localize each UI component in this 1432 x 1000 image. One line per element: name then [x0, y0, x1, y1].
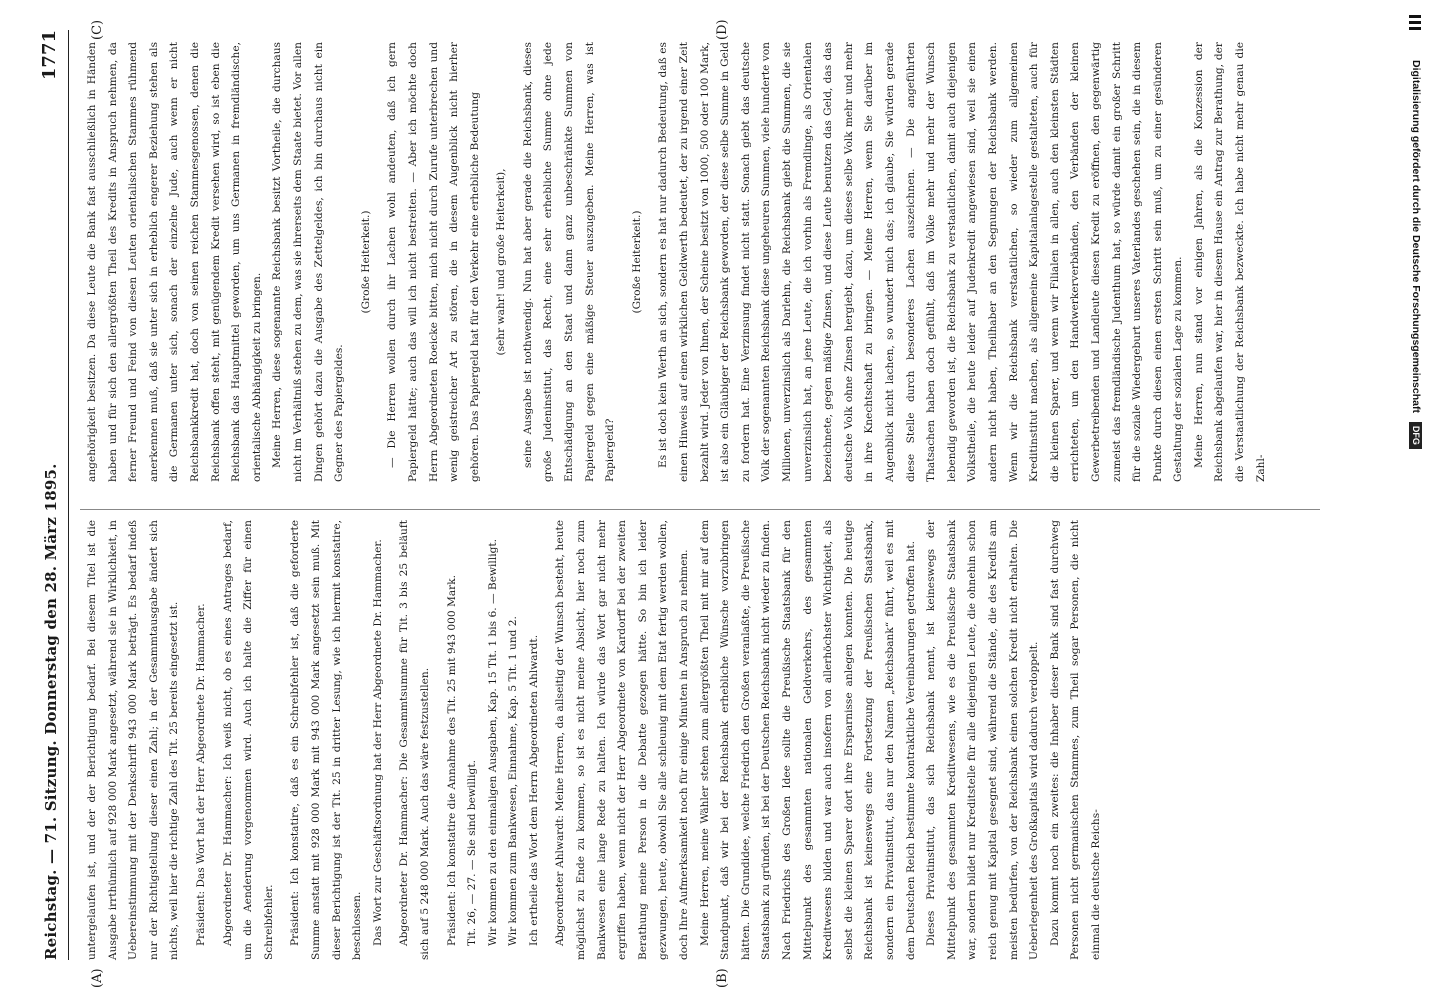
margin-letter-d: (D)	[715, 19, 730, 40]
paragraph: Präsident: Das Wort hat der Herr Abgeordnete Dr. Hammacher.	[194, 603, 207, 946]
paragraph: angehörigkeit besitzen. Da diese Leute die Bank fast ausschließlich in Händen haben und für sich den allergrößten Theil des Kredits in Anspruch nehmen, da ferner Freund und Feind von diesen Leuten orientalischen Stammes rühmend anerkennen muß, daß sie unter sich in erheblich engerer Beziehung stehen als die Germanen unter sich, sonach der einzelne Jude, auch wenn er nicht Reichsbankkredit hat, doch von seinen reichen Stammesgenossen, denen die Reichsbank offen steht, mit genügendem Kredit versehen wird, so ist eben die Reichsbank das Hauptmittel geworden, um uns Germanen in fremdländische, orientalische Abhängigkeit zu bringen.	[86, 42, 263, 482]
paragraph: Das Wort zur Geschäftsordnung hat der Herr Abgeordnete Dr. Hammacher.	[371, 539, 384, 946]
paragraph: Dazu kommt noch ein zweites: die Inhaber dieser Bank sind fast durchweg Personen nicht germanischen Stammes, zum Theil sogar Personen, die nicht einmal die deutsche Reichs-	[1048, 520, 1102, 960]
paragraph: Abgeordneter Dr. Hammacher: Ich weiß nicht, ob es eines Antrages bedarf, um die Aenderung vorgenommen wird. Auch ich halte die Ziffer für einen Schreibfehler.	[221, 520, 275, 960]
margin-letter-b: (B)	[715, 968, 730, 988]
paragraph: Dieses Privatinstitut, das sich Reichsbank nennt, ist keineswegs der Mittelpunkt des gesammten Kreditwesens, wie es die Preußische Staatsbank war, sondern bildet nur Kreditstelle für alle diejenigen Leute, die ohnehin schon reich genug mit Kapital gesegnet sind, während die Stände, die des Kredits am meisten bedürfen, von der Reichsbank einen solchen Kredit nicht erhalten. Die Ueberlegenheit des Großkapitals wird dadurch verdoppelt.	[925, 520, 1041, 960]
interjection: (Große Heiterkeit.)	[359, 210, 372, 314]
paragraph: Präsident: Ich konstatire die Annahme des Tit. 25 mit 943 000 Mark.	[445, 574, 458, 946]
paragraph: Ich ertheile das Wort dem Herrn Abgeordneten Ahlwardt.	[527, 634, 540, 946]
paragraph: Präsident: Ich konstatire, daß es ein Schreibfehler ist, daß die geforderte Summe anstatt mit 928 000 Mark mit 943 000 Mark angesetzt sein muß. Mit dieser Berichtigung ist der Tit. 25 in dritter Lesung, wie ich hiermit konstatire, beschlossen.	[289, 520, 364, 960]
scan-marker	[1406, 12, 1424, 52]
digitization-credit	[1406, 60, 1426, 990]
dfg-logo: DFG	[1409, 422, 1422, 449]
session-title: Reichstag. — 71. Sitzung. Donnerstag den 28. März 1895.	[42, 463, 60, 960]
paragraph: Tit. 26, — 27. — Sie sind bewilligt.	[466, 760, 479, 946]
page-number: 1771	[39, 30, 60, 81]
paragraph: Abgeordneter Ahlwardt: Meine Herren, da allseitig der Wunsch besteht, heute möglichst zu Ende zu kommen, so ist es nicht meine Absicht, hier noch zum Bankwesen eine lange Rede zu halten. Ich würde das Wort gar nicht mehr ergriffen haben, wenn nicht der Herr Abgeordnete von Kardorff bei der zweiten Berathung meine Person in die Debatte gezogen hätte. So bin ich leider gezwungen, heute, obwohl Sie alle schleunig mit dem Etat fertig werden wollen, doch Ihre Aufmerksamkeit noch für einige Minuten in Anspruch zu nehmen.	[554, 520, 691, 960]
paragraph: Es ist doch kein Werth an sich, sondern es hat nur dadurch Bedeutung, daß es einen Hinweis auf einen wirklichen Geldwerth bedeutet, der zu irgend einer Zeit bezahlt wird. Jeder von Ihnen, der Scheine besitzt von 1000, 500 oder 100 Mark, ist also ein Gläubiger der Reichsbank geworden, der diese selbe Summe in Geld zu fordern hat. Eine Verzinsung findet nicht statt. Sonach giebt das deutsche Volk der sogenannten Reichsbank diese ungeheuren Summen, viele hunderte von Millionen, unverzinslich als Darlehn, die Reichsbank giebt die Summen, die sie unverzinslich hat, an jene Leute, die ich vorhin als Fremdlinge, als Orientalen bezeichnete, gegen mäßige Zinsen, und diese Leute benutzen das Geld, das das deutsche Volk ohne Zinsen hergiebt, dazu, um dieses selbe Volk mehr und mehr in ihre Knechtschaft zu bringen. — Meine Herren, wenn Sie darüber im Augenblick nicht lachen, so wundert mich das; ich glaube, Sie würden gerade diese Stelle durch besonderes Lachen auszeichnen. — Die angeführten Thatsachen haben doch gefühlt, daß im Volke mehr und mehr der Wunsch lebendig geworden ist, die Reichsbank zu verstaatlichen, damit auch diejenigen Volkstheile, die heute leider auf Judenkredit angewiesen sind, weil sie einen andern nicht haben, Theilhaber an den Segnungen der Reichsbank werden. Wenn wir die Reichsbank verstaatlichen, so wieder zum allgemeinen Kreditinstitut machen, als allgemeine Kapitalanlagestelle gestalteten, auch für die kleinen Sparer, und wenn wir Filialen in allen, auch den kleinsten Städten errichteten, um den Handwerkerverbänden, den Verbänden der kleinen Gewerbetreibenden und Landleute diesen Kredit zu eröffnen, den gegenwärtig zumeist das fremdländische Judenthum hat, so würde damit ein großer Schritt für die soziale Wiedergeburt unseres Vaterlandes geschehen sein, die in diesem Punkte durch diesen einen ersten Schritt sein muß, um zu einer gesünderen Gestaltung der sozialen Lage zu kommen.	[657, 42, 1185, 482]
paragraph: seine Ausgabe ist nothwendig. Nun hat aber gerade die Reichsbank, dieses große Judeninstitut, das Recht, eine sehr erhebliche Summe ohne jede Entschädigung an den Staat und dann ganz unbeschränkte Summen von Papiergeld gegen eine mäßige Steuer auszugeben. Meine Herren, was ist Papiergeld?	[521, 42, 617, 482]
paragraph: — Die Herren wollen durch ihr Lachen wohl andeuten, daß ich gern Papiergeld hätte; auch das will ich nicht bestreiten. — Aber ich möchte doch Herrn Abgeordneten Roeicke bitten, mich nicht durch Zurufe unterbrechen und wenig geistreicher Art zu stören, die in diesem Augenblick nicht hierher gehören. Das Papiergeld hat für den Verkehr eine erhebliche Bedeutung	[386, 42, 481, 482]
paragraph: Wir kommen zu den einmaligen Ausgaben, Kap. 15 Tit. 1 bis 6. — Bewilligt.	[486, 539, 499, 946]
paragraph: untergelaufen ist, und der der Berichtigung bedarf. Bei diesem Titel ist die Ausgabe irrthümlich auf 928 000 Mark angesetzt, während sie in Wirklichkeit, in Uebereinstimmung mit der Denkschrift 943 000 Mark beträgt. Es bedarf indeß nur der Richtigstellung dieser einen Zahl; in der Gesammtausgabe ändert sich nichts, weil hier die richtige Zahl des Tit. 25 bereits eingesetzt ist.	[86, 520, 181, 960]
paragraph: Meine Herren, diese sogenannte Reichsbank besitzt Vortheile, die durchaus nicht im Verhältniß stehen zu dem, was sie ihrerseits dem Staate bietet. Vor allen Dingen gehört dazu die Ausgabe des Zettelgeldes, ich bin durchaus nicht ein Gegner des Papiergeldes.	[271, 42, 346, 482]
paragraph: Abgeordneter Dr. Hammacher: Die Gesammtsumme für Tit. 3 bis 25 beläuft sich auf 5 248 000 Mark. Auch das wäre festzustellen.	[398, 520, 431, 960]
paragraph: Wir kommen zum Bankwesen, Einnahme, Kap. 5 Tit. 1 und 2.	[507, 616, 520, 946]
paragraph: Meine Herren, nun stand vor einigen Jahren, als die Konzession der Reichsbank abgelaufen war, hier in diesem Hause ein Antrag zur Berathung, der die Verstaatlichung der Reichsbank bezweckte. Ich habe nicht mehr genau die Zahl-	[1192, 42, 1267, 482]
column-divider	[80, 509, 1320, 510]
margin-letter-c: (C)	[90, 19, 105, 40]
credit-text: Digitalisierung gefördert durch die Deutsche Forschungsgemeinschaft	[1410, 60, 1422, 413]
page-header	[22, 30, 69, 960]
margin-letter-a: (A)	[90, 968, 105, 988]
interjection: (Große Heiterkeit.)	[630, 210, 643, 314]
interjection: (sehr wahr! und große Heiterkeit),	[495, 168, 508, 356]
left-column	[82, 520, 1107, 960]
right-column	[82, 42, 1271, 482]
paragraph: Meine Herren, meine Wähler stehen zum allergrößten Theil mit mir auf dem Standpunkt, daß wir bei der Reichsbank erhebliche Wünsche vorzubringen hätten. Die Grundidee, welche Friedrich den Großen veranlaßte, die Preußische Staatsbank zu gründen, ist bei der Deutschen Reichsbank nicht wieder zu finden. Nach Friedrichs des Großen Idee sollte die Preußische Staatsbank für den Mittelpunkt des gesammten nationalen Geldverkehrs, des gesammten Kreditwesens bilden und war auch insofern von allerhöchster Wichtigkeit, als selbst die kleinen Sparer dort ihre Ersparnisse anlegen konnten. Die heutige Reichsbank ist keineswegs eine Fortsetzung der Preußischen Staatsbank, sondern ein Privatinstitut, das nur den Namen „Reichsbank“ führt, weil es mit dem Deutschen Reich bestimmte kontraktliche Vereinbarungen getroffen hat.	[698, 520, 917, 960]
